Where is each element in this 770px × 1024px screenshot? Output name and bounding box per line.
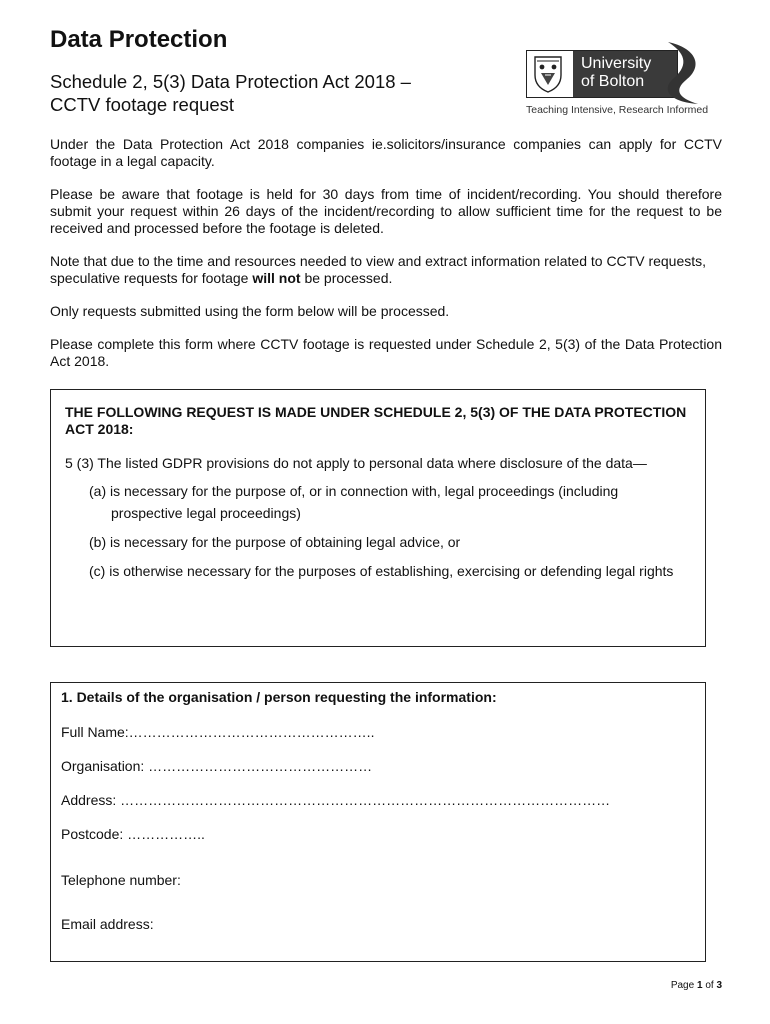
page-number xyxy=(671,980,722,991)
legal-condition-c: (c) is otherwise necessary for the purposes of establishing, exercising or defending legal rights xyxy=(89,563,674,579)
legal-conditions-list xyxy=(65,480,693,582)
telephone-field[interactable]: Telephone number: xyxy=(61,872,181,888)
crest-icon xyxy=(533,55,563,93)
university-logo xyxy=(520,40,720,122)
swoosh-icon xyxy=(638,40,720,106)
logo-tagline: Teaching Intensive, Research Informed xyxy=(526,104,709,116)
page-total: 3 xyxy=(716,980,722,991)
intro-p3-text-b: be processed. xyxy=(300,270,393,286)
page-of: of xyxy=(705,980,714,991)
legal-basis-box xyxy=(50,389,706,647)
legal-condition-a: (a) is necessary for the purpose of, or in connection with, legal proceedings (including prospective legal proceedings) xyxy=(89,483,619,521)
logo-line-2: of Bolton xyxy=(581,73,645,90)
intro-paragraph-5: Please complete this form where CCTV footage is requested under Schedule 2, 5(3) of the Data Protection Act 2018. xyxy=(50,336,722,369)
intro-paragraph-1: Under the Data Protection Act 2018 companies ie.solicitors/insurance companies can apply for CCTV footage in a legal capacity. xyxy=(50,136,722,169)
page-current: 1 xyxy=(696,980,703,991)
legal-heading: THE FOLLOWING REQUEST IS MADE UNDER SCHEDULE 2, 5(3) OF THE DATA PROTECTION ACT 2018: xyxy=(65,404,687,437)
logo-line-1: University xyxy=(581,55,652,72)
page-subtitle xyxy=(50,70,480,116)
full-name-field[interactable]: Full Name:…………………………………………….. xyxy=(61,724,375,740)
intro-paragraph-4: Only requests submitted using the form below will be processed. xyxy=(50,303,450,319)
requester-details-box xyxy=(50,682,706,962)
address-field[interactable]: Address: …………………………………………………………………………………………… xyxy=(61,792,611,808)
postcode-field[interactable]: Postcode: …………….. xyxy=(61,826,205,842)
organisation-field[interactable]: Organisation: ………………………………………… xyxy=(61,758,373,774)
email-field[interactable]: Email address: xyxy=(61,916,154,932)
legal-intro: 5 (3) The listed GDPR provisions do not apply to personal data where disclosure of the data— xyxy=(65,455,647,471)
legal-condition-b: (b) is necessary for the purpose of obtaining legal advice, or xyxy=(89,534,461,550)
subtitle-line-1: Schedule 2, 5(3) Data Protection Act 2018 – xyxy=(50,71,411,92)
subtitle-line-2: CCTV footage request xyxy=(50,94,235,115)
details-heading: 1. Details of the organisation / person requesting the information: xyxy=(61,689,497,705)
intro-section xyxy=(50,136,722,386)
intro-p3-emphasis: will not xyxy=(252,270,301,286)
page-word: Page xyxy=(670,980,695,991)
page-title: Data Protection xyxy=(50,26,228,53)
intro-paragraph-2: Please be aware that footage is held for 30 days from time of incident/recording. You should therefore submit your request within 26 days of the incident/recording to allow sufficient time for the request to be received and processed before the footage is deleted. xyxy=(50,186,722,236)
intro-paragraph-3 xyxy=(50,253,722,287)
intro-p3-text-a: Note that due to the time and resources needed to view and extract information related to CCTV requests, speculative requests for footage xyxy=(50,253,707,286)
